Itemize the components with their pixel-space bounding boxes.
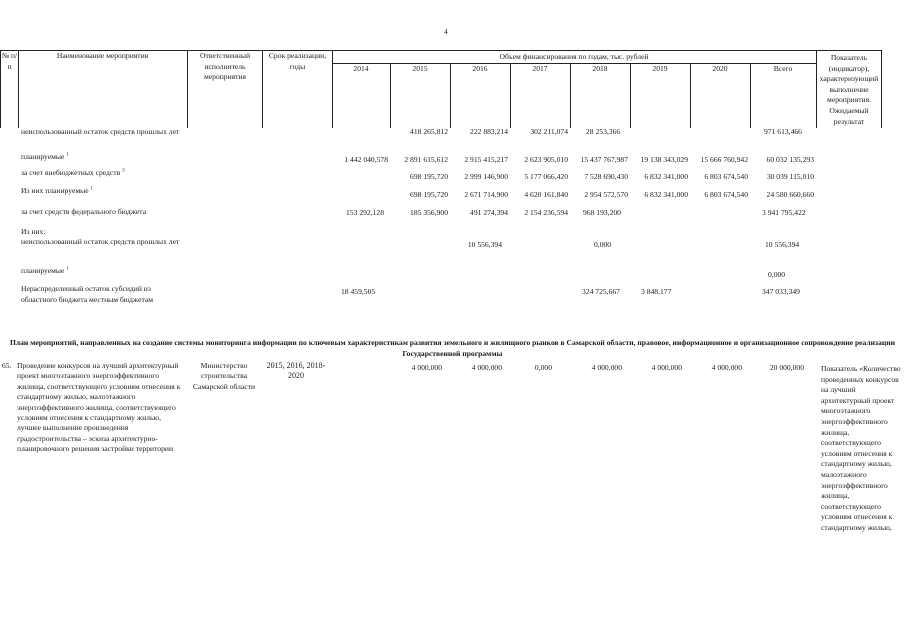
item-indicator: Показатель «Количество проведенных конкурсов на лучший архитектурный проект многоэтажного энергоэффективного жилища, соответствующего условиям отнесения к стандартному жилью, малоэтажного энергоэффективного жилища, соответствующего условиям отнесения к стандартному жилью,: [821, 364, 901, 532]
header-year: 2019: [652, 64, 668, 73]
cell-value: 2 154 236,594: [524, 208, 568, 217]
cell-value: 20 000,000: [769, 363, 804, 372]
header-num: № п/п: [1, 51, 18, 71]
row-label-prefix: Из них:: [21, 227, 46, 236]
item-name: Проведение конкурсов на лучший архитектурный проект многоэтажного энергоэффективного жилища, соответствующего условиям отнесения к стандартному жилью, малоэтажного энергоэффективного жилища, соответствующего условиям отнесения к стандартному жилью, лучшее выполнение произведения градостроительства – эскиза архитектурно-планировочного решения застройки территории: [17, 361, 181, 454]
item-term: 2015, 2016, 2018-2020: [266, 361, 326, 381]
cell-value: 4 000,000: [411, 363, 442, 372]
cell-value: 185 356,900: [410, 208, 448, 217]
cell-value: 324 725,667: [582, 287, 620, 296]
header-year: 2016: [472, 64, 488, 73]
row-label: неиспользованный остаток средств прошлых лет: [21, 127, 180, 136]
cell-value: 4 000,000: [711, 363, 742, 372]
cell-value: 6 832 341,000: [644, 190, 688, 199]
cell-value: 4 000,000: [471, 363, 502, 372]
cell-value: 0,000: [534, 363, 552, 372]
item-executor: Министерство строительства Самарской области: [192, 361, 256, 391]
cell-value: 19 138 343,029: [640, 155, 688, 164]
header-year-total: Всего: [773, 64, 793, 73]
cell-value: 3 848,177: [641, 287, 672, 296]
cell-value: 698 195,720: [410, 190, 448, 199]
cell-value: 7 528 690,430: [584, 172, 628, 181]
cell-value: 5 177 066,420: [524, 172, 568, 181]
cell-value: 418 265,812: [410, 127, 448, 136]
cell-value: 6 832 341,000: [644, 172, 688, 181]
cell-value: 0,000: [594, 240, 612, 249]
cell-value: 6 803 674,540: [704, 172, 748, 181]
cell-value: 2 891 615,612: [404, 155, 448, 164]
row-label: Нераспределенный остаток субсидий из областного бюджета местным бюджетам: [21, 284, 154, 304]
row-label: планируемые $^1$: [21, 152, 69, 161]
cell-value: 698 195,720: [410, 172, 448, 181]
row-label: неиспользованный остаток средств прошлых лет: [21, 237, 180, 246]
header-funding: Объем финансирования по годам, тыс. рублей: [499, 52, 649, 61]
cell-value: 4 000,000: [651, 363, 682, 372]
header-year: 2020: [712, 64, 728, 73]
header-executor: Ответственный исполнитель мероприятия: [199, 51, 251, 82]
header-name: Наименование мероприятия: [56, 51, 149, 60]
row-label: за счет средств федерального бюджета: [21, 207, 147, 216]
cell-value: 302 211,074: [530, 127, 568, 136]
cell-value: 28 253,366: [586, 127, 621, 136]
cell-value: 10 556,394: [467, 240, 502, 249]
cell-value: 30 039 115,010: [766, 172, 814, 181]
cell-value: 2 671 714,900: [464, 190, 508, 199]
item-number: 65.: [2, 361, 12, 370]
cell-value: 6 803 674,540: [704, 190, 748, 199]
page-number: 4: [444, 27, 448, 36]
cell-value: 3 941 795,422: [762, 208, 806, 217]
section-title: План мероприятий, направленных на создание системы мониторинга информации по ключевым характеристикам развития земельного и жилищного рынков в Самарской области, правовое, информационное и организационное сопровождение реализации Государственной программы: [9, 338, 896, 358]
cell-value: 222 883,214: [470, 127, 508, 136]
cell-value: 15 437 767,987: [580, 155, 628, 164]
row-label: за счет внебюджетных средств $^3$: [21, 168, 125, 177]
cell-value: 153 292,128: [346, 208, 384, 217]
header-year: 2014: [353, 64, 369, 73]
header-year: 2018: [592, 64, 608, 73]
cell-value: 15 666 760,942: [700, 155, 748, 164]
cell-value: 4 000,000: [591, 363, 622, 372]
cell-value: 0,000: [768, 270, 786, 279]
cell-value: 18 459,505: [341, 287, 376, 296]
cell-value: 491 274,394: [470, 208, 508, 217]
row-label: Из них планируемые $^1$: [21, 186, 94, 195]
cell-value: 2 954 572,570: [584, 190, 628, 199]
cell-value: 24 580 660,660: [766, 190, 814, 199]
header-indicator: Показатель (индикатор), характеризующий выполнение мероприятия. Ожидаемый результат: [819, 53, 879, 126]
cell-value: 1 442 040,578: [344, 155, 388, 164]
cell-value: 347 033,349: [762, 287, 800, 296]
cell-value: 10 556,394: [765, 240, 800, 249]
cell-value: 2 623 905,010: [524, 155, 568, 164]
header-year: 2017: [532, 64, 548, 73]
cell-value: 968 193,200: [583, 208, 621, 217]
header-year: 2015: [412, 64, 428, 73]
header-term: Срок реализации, годы: [268, 51, 327, 71]
row-label: планируемые $^1$: [21, 266, 69, 275]
cell-value: 971 613,466: [764, 127, 802, 136]
cell-value: 2 999 146,900: [464, 172, 508, 181]
cell-value: 2 915 415,217: [464, 155, 508, 164]
cell-value: 60 032 135,293: [766, 155, 814, 164]
cell-value: 4 620 161,840: [524, 190, 568, 199]
